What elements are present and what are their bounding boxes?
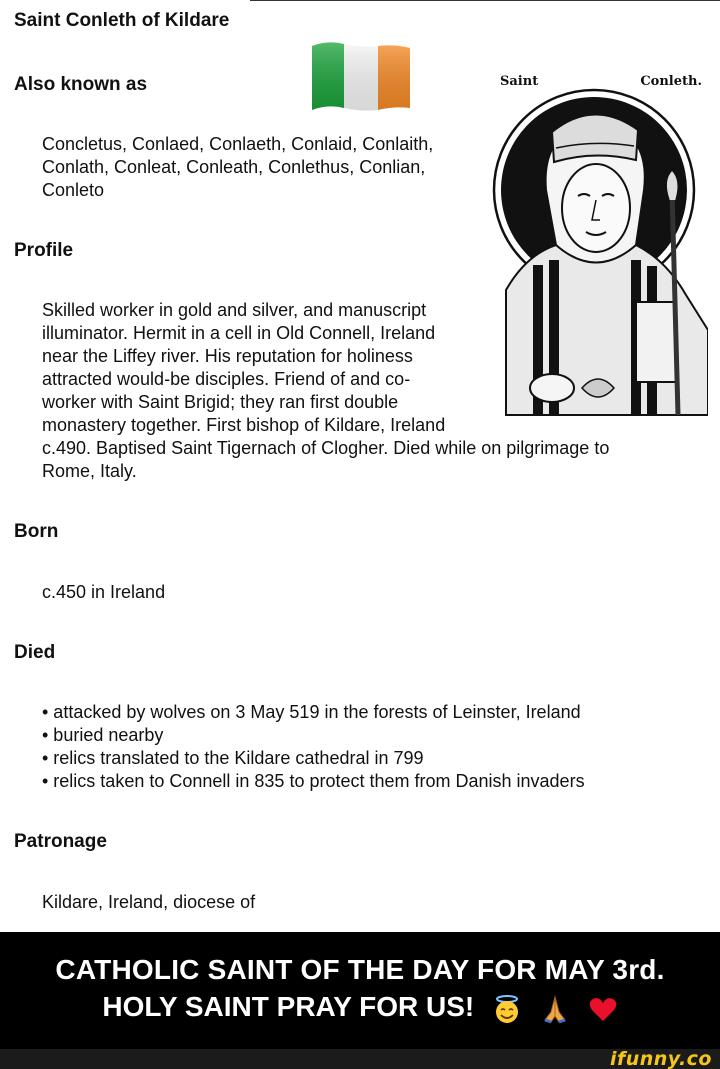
caption-banner — [0, 932, 720, 1049]
ifunny-logo[interactable]: ifunny.co — [609, 1048, 712, 1069]
heading-patronage: Patronage — [14, 831, 107, 852]
also-known-as-line-3: Conleto — [42, 180, 105, 200]
profile-line-2: illuminator. Hermit in a cell in Old Connell, Ireland — [42, 323, 436, 343]
portrait-label-right: Conleth. — [640, 74, 702, 89]
banner-line-1: CATHOLIC SAINT OF THE DAY FOR MAY 3rd. — [55, 954, 665, 985]
praying-hands-icon — [540, 994, 570, 1024]
saint-illustration-icon — [486, 70, 708, 418]
profile-line-6: monastery together. First bishop of Kildare, Ireland — [42, 415, 446, 435]
banner-line-2-text: HOLY SAINT PRAY FOR US! — [102, 991, 475, 1022]
portrait-label-left: Saint — [500, 74, 539, 89]
profile-line-4: attracted would-be disciples. Friend of and co- — [42, 369, 411, 389]
saint-portrait — [486, 70, 708, 418]
died-item-1: • attacked by wolves on 3 May 519 in the forests of Leinster, Ireland — [42, 702, 581, 722]
page-title: Saint Conleth of Kildare — [14, 10, 230, 31]
profile-line-5: worker with Saint Brigid; they ran first double — [42, 392, 399, 412]
footer-bar — [0, 1049, 720, 1069]
heading-also-known-as: Also known as — [14, 74, 148, 95]
heading-profile: Profile — [14, 240, 74, 261]
died-item-4: • relics taken to Connell in 835 to protect them from Danish invaders — [42, 771, 585, 791]
born-text: c.450 in Ireland — [42, 582, 166, 602]
angel-face-icon — [492, 994, 522, 1024]
profile-line-8: Rome, Italy. — [42, 461, 137, 481]
patronage-text: Kildare, Ireland, diocese of — [42, 892, 256, 912]
also-known-as-line-1: Concletus, Conlaed, Conlaeth, Conlaid, Conlaith, — [42, 134, 434, 154]
red-heart-icon — [588, 994, 618, 1024]
banner-line-2 — [0, 991, 720, 1024]
ireland-flag-icon — [308, 38, 414, 112]
died-item-3: • relics translated to the Kildare cathedral in 799 — [42, 748, 424, 768]
profile-line-3: near the Liffey river. His reputation for holiness — [42, 346, 413, 366]
died-item-2: • buried nearby — [42, 725, 164, 745]
profile-line-1: Skilled worker in gold and silver, and manuscript — [42, 300, 427, 320]
heading-born: Born — [14, 521, 59, 542]
heading-died: Died — [14, 642, 56, 663]
profile-line-7: c.490. Baptised Saint Tigernach of Clogher. Died while on pilgrimage to — [42, 438, 610, 458]
also-known-as-line-2: Conlath, Conleat, Conleath, Conlethus, Conlian, — [42, 157, 426, 177]
